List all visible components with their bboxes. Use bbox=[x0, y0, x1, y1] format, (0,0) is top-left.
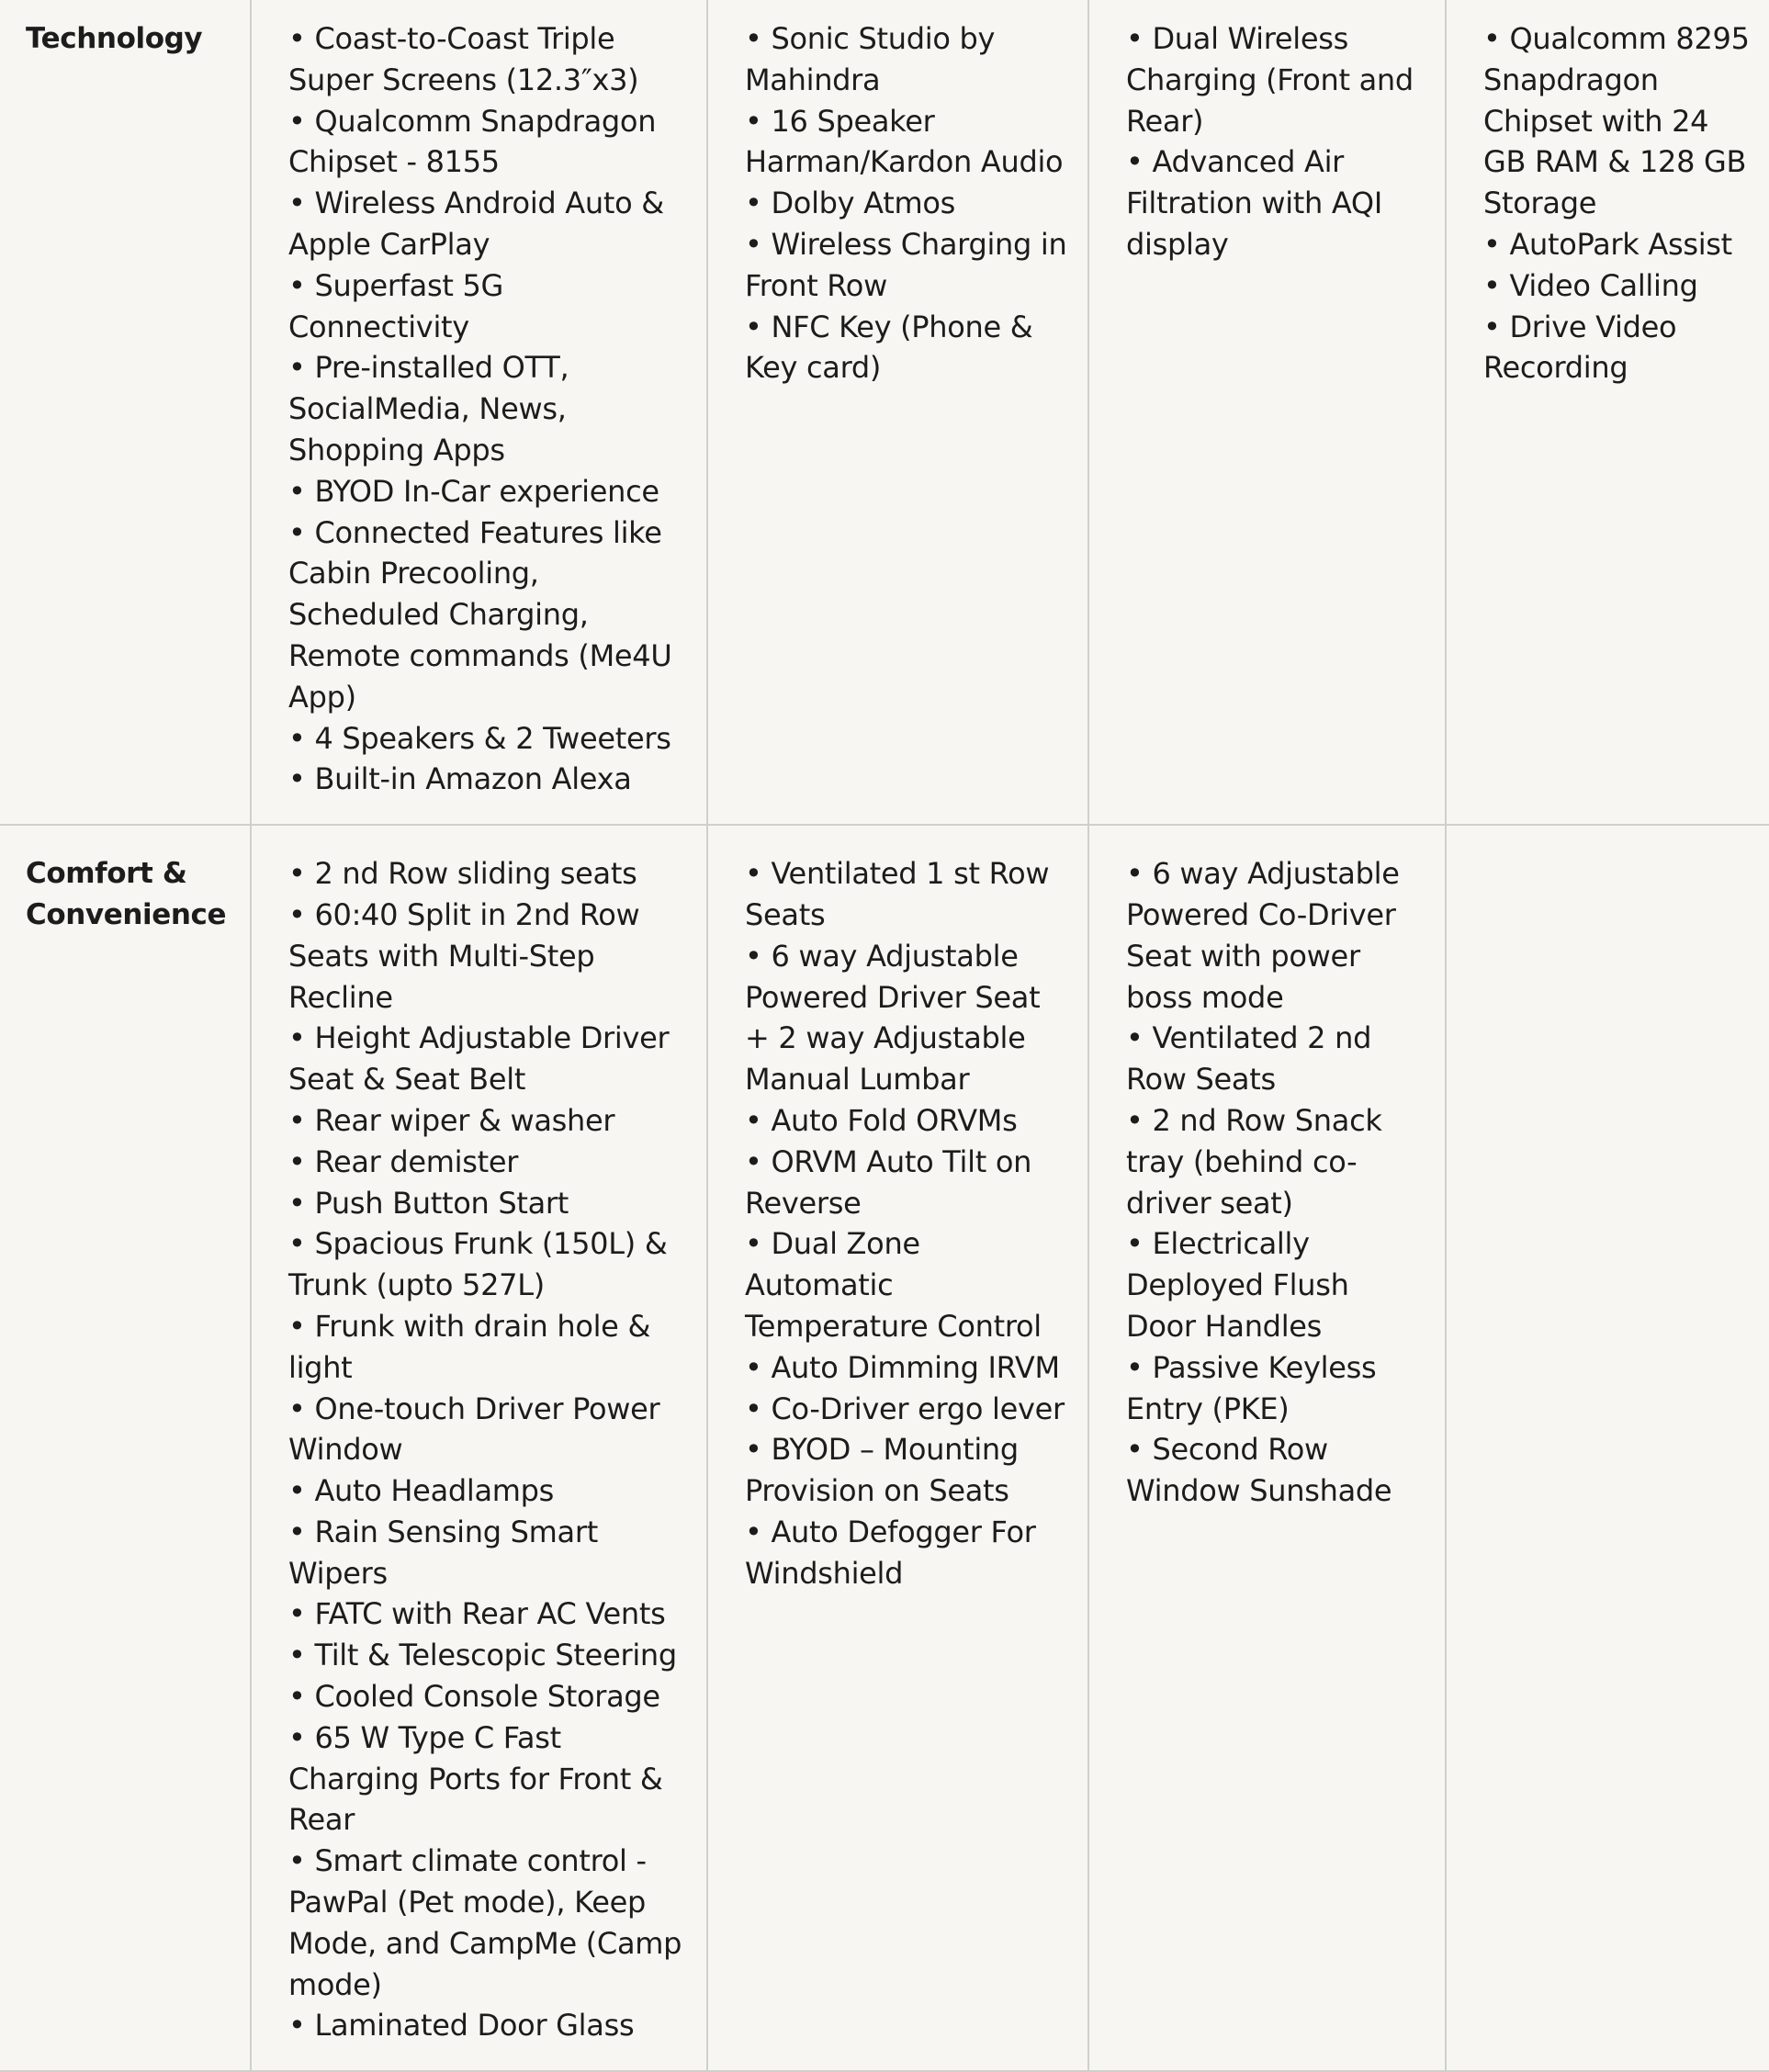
feature-item: • 2 nd Row sliding seats bbox=[288, 856, 637, 892]
feature-item: • Drive Video Recording bbox=[1483, 309, 1677, 386]
feature-item: • Smart climate control - PawPal (Pet mode), Keep Mode, and CampMe (Camp mode) bbox=[288, 1843, 682, 2002]
feature-cell-empty bbox=[1446, 825, 1769, 2071]
feature-item: • Qualcomm 8295 Snapdragon Chipset with 24 GB RAM & 128 GB Storage bbox=[1483, 21, 1750, 221]
feature-item: • Auto Fold ORVMs bbox=[745, 1102, 1018, 1138]
feature-list bbox=[1126, 853, 1426, 1512]
feature-item: • Push Button Start bbox=[288, 1185, 569, 1221]
feature-item: • AutoPark Assist bbox=[1483, 226, 1732, 262]
table-row-technology bbox=[0, 0, 1769, 825]
feature-item: • 2 nd Row Snack tray (behind co-driver seat) bbox=[1126, 1102, 1382, 1221]
feature-item: • Sonic Studio by Mahindra bbox=[745, 21, 996, 97]
feature-item: • Rear demister bbox=[288, 1143, 519, 1179]
feature-item: • Dolby Atmos bbox=[745, 186, 955, 221]
feature-list bbox=[745, 18, 1069, 388]
feature-item: • 65 W Type C Fast Charging Ports for Front & Rear bbox=[288, 1719, 663, 1838]
feature-list bbox=[1483, 18, 1751, 388]
feature-cell bbox=[251, 825, 707, 2071]
feature-item: • Laminated Door Glass bbox=[288, 2008, 635, 2044]
feature-item: • Cooled Console Storage bbox=[288, 1679, 660, 1715]
feature-item: • Superfast 5G Connectivity bbox=[288, 267, 504, 344]
feature-cell bbox=[707, 0, 1088, 825]
feature-item: • Connected Features like Cabin Precooling, Scheduled Charging, Remote commands (Me4U App) bbox=[288, 514, 672, 715]
feature-item: • BYOD In-Car experience bbox=[288, 473, 659, 509]
feature-item: • ORVM Auto Tilt on Reverse bbox=[745, 1143, 1032, 1221]
feature-cell bbox=[1088, 0, 1446, 825]
feature-item: • Rain Sensing Smart Wipers bbox=[288, 1514, 598, 1591]
feature-item: • Frunk with drain hole & light bbox=[288, 1308, 651, 1385]
feature-item: • Auto Defogger For Windshield bbox=[745, 1514, 1036, 1591]
feature-item: • Pre-installed OTT, SocialMedia, News, Shopping Apps bbox=[288, 350, 569, 467]
feature-item: • 6 way Adjustable Powered Co-Driver Seat with power boss mode bbox=[1126, 856, 1400, 1015]
table-row-comfort-convenience bbox=[0, 825, 1769, 2071]
feature-item: • Advanced Air Filtration with AQI display bbox=[1126, 144, 1382, 262]
feature-list bbox=[288, 18, 688, 800]
feature-item: • FATC with Rear AC Vents bbox=[288, 1596, 666, 1632]
feature-item: • Video Calling bbox=[1483, 267, 1698, 303]
feature-cell bbox=[1446, 0, 1769, 825]
feature-item: • Qualcomm Snapdragon Chipset - 8155 bbox=[288, 103, 657, 180]
category-label-technology: Technology bbox=[0, 0, 251, 825]
feature-item: • NFC Key (Phone & Key card) bbox=[745, 309, 1033, 386]
feature-cell bbox=[251, 0, 707, 825]
feature-item: • Co-Driver ergo lever bbox=[745, 1391, 1065, 1426]
feature-list bbox=[1126, 18, 1426, 265]
feature-item: • Rear wiper & washer bbox=[288, 1102, 615, 1138]
feature-item: • Passive Keyless Entry (PKE) bbox=[1126, 1349, 1377, 1426]
feature-item: • BYOD – Mounting Provision on Seats bbox=[745, 1432, 1019, 1509]
feature-item: • Electrically Deployed Flush Door Handles bbox=[1126, 1226, 1349, 1344]
feature-item: • Coast-to-Coast Triple Super Screens (12.3″x3) bbox=[288, 21, 639, 97]
feature-item: • Built-in Amazon Alexa bbox=[288, 761, 632, 797]
feature-item: • Auto Dimming IRVM bbox=[745, 1349, 1060, 1385]
feature-item: • 4 Speakers & 2 Tweeters bbox=[288, 720, 671, 756]
feature-item: • Height Adjustable Driver Seat & Seat Belt bbox=[288, 1020, 670, 1098]
feature-cell bbox=[707, 825, 1088, 2071]
feature-item: • Auto Headlamps bbox=[288, 1473, 555, 1509]
feature-item: • 16 Speaker Harman/Kardon Audio bbox=[745, 103, 1064, 180]
feature-item: • Second Row Window Sunshade bbox=[1126, 1432, 1392, 1509]
feature-item: • Ventilated 2 nd Row Seats bbox=[1126, 1020, 1372, 1098]
category-label-comfort-convenience: Comfort & Convenience bbox=[0, 825, 251, 2071]
feature-item: • Wireless Charging in Front Row bbox=[745, 226, 1067, 303]
feature-item: • One-touch Driver Power Window bbox=[288, 1391, 660, 1468]
feature-item: • 60:40 Split in 2nd Row Seats with Multi-Step Recline bbox=[288, 896, 640, 1015]
feature-item: • Dual Wireless Charging (Front and Rear) bbox=[1126, 21, 1414, 139]
feature-cell bbox=[1088, 825, 1446, 2071]
feature-list bbox=[745, 853, 1069, 1593]
feature-item: • Wireless Android Auto & Apple CarPlay bbox=[288, 186, 664, 262]
feature-list bbox=[288, 853, 688, 2046]
feature-item: • 6 way Adjustable Powered Driver Seat + 2 way Adjustable Manual Lumbar bbox=[745, 938, 1041, 1098]
feature-item: • Ventilated 1 st Row Seats bbox=[745, 856, 1050, 932]
feature-item: • Spacious Frunk (150L) & Trunk (upto 527L) bbox=[288, 1226, 668, 1303]
feature-item: • Tilt & Telescopic Steering bbox=[288, 1638, 677, 1673]
feature-item: • Dual Zone Automatic Temperature Control bbox=[745, 1226, 1042, 1344]
